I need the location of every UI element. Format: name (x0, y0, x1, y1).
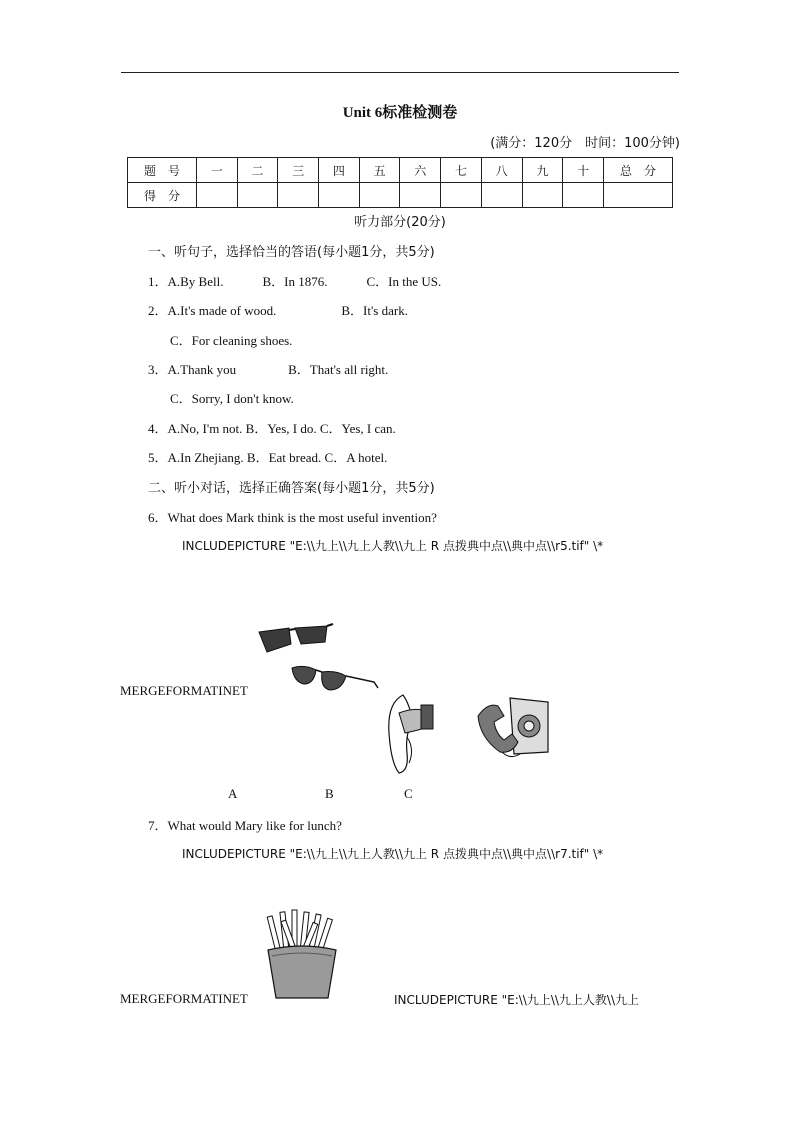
q6-field-code: INCLUDEPICTURE "E:\\九上\\九上人教\\九上 R 点拨典中点\\典中点\\r5.tif" \* (182, 539, 604, 553)
lamp-image (385, 693, 440, 775)
q6-merge-text: MERGEFORMATINET (120, 683, 248, 698)
sunglasses-image-a (255, 622, 335, 656)
score-entry (604, 183, 673, 208)
score-row-label: 得 分 (128, 183, 197, 208)
option-a-label: A (228, 786, 238, 801)
score-entry (197, 183, 238, 208)
score-entry (563, 183, 604, 208)
score-entry (441, 183, 482, 208)
question-7: 7．What would Mary like for lunch? (148, 818, 342, 833)
score-cell-label: 题 号 (128, 158, 197, 183)
question-4: 4．A.No, I'm not. B．Yes, I do. C．Yes, I can. (148, 421, 396, 436)
score-table-header-row (128, 158, 673, 183)
question-6: 6．What does Mark think is the most useful invention? (148, 510, 437, 525)
option-c-label: C (404, 786, 413, 801)
score-cell-total: 总 分 (604, 158, 673, 183)
score-entry (237, 183, 278, 208)
question-5: 5．A.In Zhejiang. B．Eat bread. C．A hotel. (148, 450, 388, 465)
question-1: 1．A.By Bell. B．In 1876. C．In the US. (148, 274, 442, 289)
aviator-glasses-image (290, 662, 380, 696)
header-rule (121, 72, 679, 73)
score-cell: 六 (400, 158, 441, 183)
french-fries-image (262, 910, 344, 1002)
score-table-score-row (128, 183, 673, 208)
score-cell: 十 (563, 158, 604, 183)
score-cell: 九 (522, 158, 563, 183)
score-entry (481, 183, 522, 208)
telephone-image (472, 694, 552, 762)
section2-heading: 二、听小对话，选择正确答案(每小题1分，共5分) (148, 481, 435, 496)
score-cell: 四 (319, 158, 360, 183)
q7-field-code-tail: INCLUDEPICTURE "E:\\九上\\九上人教\\九上 (394, 993, 639, 1007)
score-cell: 二 (237, 158, 278, 183)
score-entry (319, 183, 360, 208)
q7-merge-text: MERGEFORMATINET (120, 991, 248, 1006)
question-2-option-c: C．For cleaning shoes. (170, 333, 293, 348)
score-entry (400, 183, 441, 208)
score-cell: 七 (441, 158, 482, 183)
q7-field-code: INCLUDEPICTURE "E:\\九上\\九上人教\\九上 R 点拨典中点\\典中点\\r7.tif" \* (182, 847, 604, 861)
page-title: Unit 6标准检测卷 (342, 105, 458, 121)
question-3: 3．A.Thank you B．That's all right. (148, 362, 389, 377)
listening-heading: 听力部分(20分) (354, 215, 446, 230)
score-table (127, 157, 673, 208)
section1-heading: 一、听句子，选择恰当的答语(每小题1分，共5分) (148, 245, 435, 260)
score-note: (满分：120分 时间：100分钟) (490, 136, 680, 151)
score-cell: 三 (278, 158, 319, 183)
question-3-option-c: C．Sorry, I don't know. (170, 391, 294, 406)
option-b-label: B (325, 786, 334, 801)
score-cell: 一 (197, 158, 238, 183)
score-entry (278, 183, 319, 208)
score-cell: 八 (481, 158, 522, 183)
score-cell: 五 (359, 158, 400, 183)
score-entry (522, 183, 563, 208)
score-entry (359, 183, 400, 208)
question-2: 2．A.It's made of wood. B．It's dark. (148, 303, 408, 318)
